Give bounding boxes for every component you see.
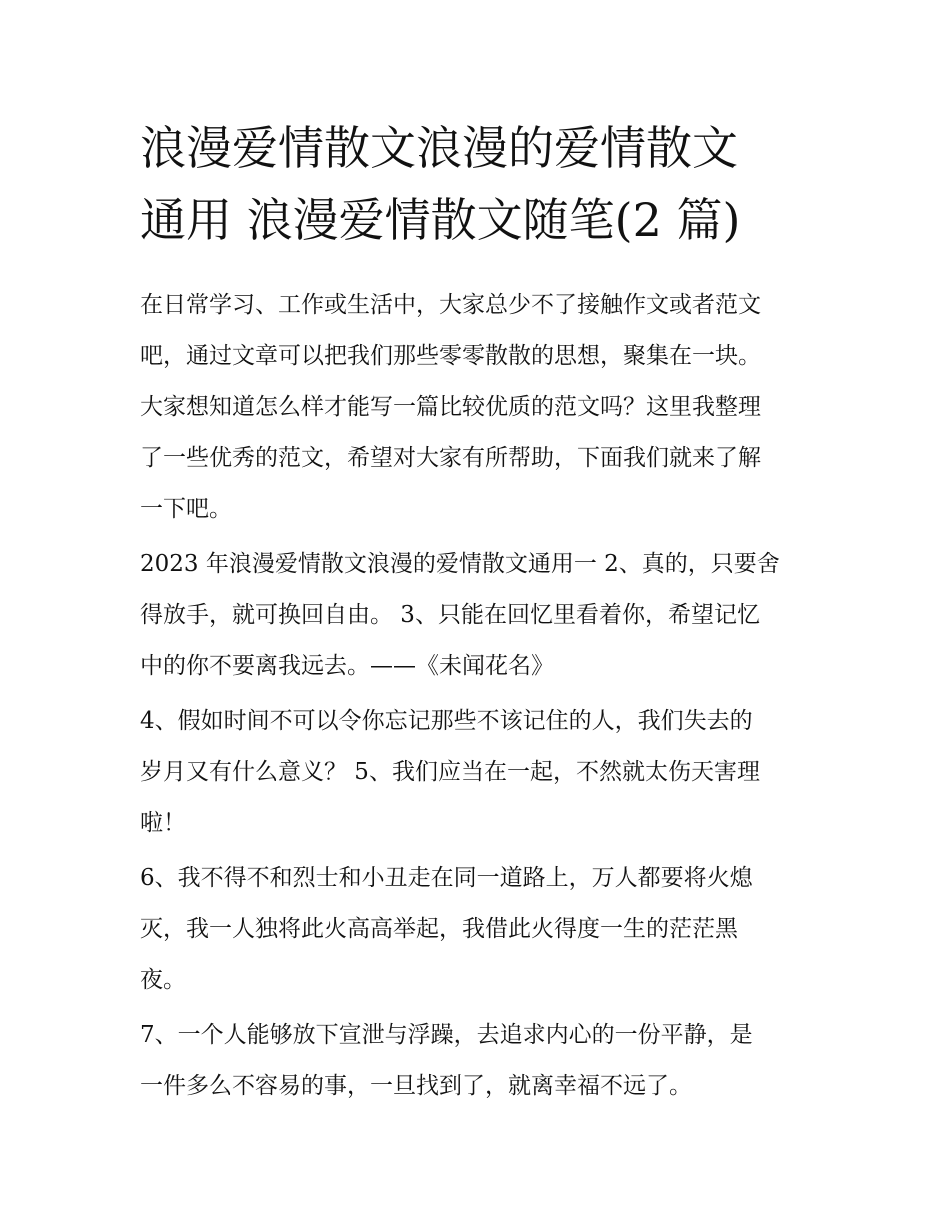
title-line: 浪漫爱情散文浪漫的爱情散文 xyxy=(140,121,738,175)
body-paragraph xyxy=(140,853,820,1006)
body-paragraph xyxy=(140,539,820,692)
text-line: 得放手，就可换回自由。 3、只能在回忆里看着你，希望记忆 xyxy=(140,602,760,628)
title-line: 通用 浪漫爱情散文随笔(2 篇) xyxy=(140,193,741,247)
intro-paragraph xyxy=(140,280,820,535)
text-line: 在日常学习、工作或生活中，大家总少不了接触作文或者范文 xyxy=(140,292,761,318)
text-line: 一下吧。 xyxy=(140,496,232,522)
body-paragraph xyxy=(140,1010,820,1112)
text-line: 4、假如时间不可以令你忘记那些不该记住的人，我们失去的 xyxy=(140,708,753,734)
document-title xyxy=(140,112,820,256)
text-line: 一件多么不容易的事，一旦找到了，就离幸福不远了。 xyxy=(140,1073,692,1099)
body-paragraph xyxy=(140,696,820,849)
text-line: 吧，通过文章可以把我们那些零零散散的思想，聚集在一块。 xyxy=(140,343,761,369)
text-line: 夜。 xyxy=(140,967,186,993)
text-line: 啦！ xyxy=(140,810,186,836)
text-line: 大家想知道怎么样才能写一篇比较优质的范文吗？这里我整理 xyxy=(140,394,761,420)
document-page xyxy=(140,112,820,1116)
text-line: 岁月又有什么意义？ 5、我们应当在一起，不然就太伤天害理 xyxy=(140,759,760,785)
text-line: 中的你不要离我远去。——《未闻花名》 xyxy=(140,653,554,679)
text-line: 灭，我一人独将此火高高举起，我借此火得度一生的茫茫黑 xyxy=(140,916,738,942)
text-line: 了一些优秀的范文，希望对大家有所帮助，下面我们就来了解 xyxy=(140,445,761,471)
text-line: 6、我不得不和烈士和小丑走在同一道路上，万人都要将火熄 xyxy=(140,865,753,891)
text-line: 7、一个人能够放下宣泄与浮躁，去追求内心的一份平静，是 xyxy=(140,1022,753,1048)
text-line: 2023 年浪漫爱情散文浪漫的爱情散文通用一 2、真的，只要舍 xyxy=(140,551,780,577)
